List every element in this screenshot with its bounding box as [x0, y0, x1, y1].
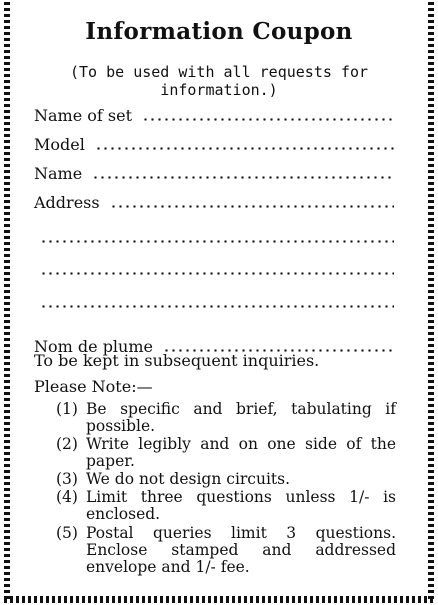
note-number: (5): [56, 524, 78, 542]
dotted-line: [95, 147, 394, 150]
address-field[interactable]: [34, 193, 394, 213]
note-number: (3): [56, 470, 78, 488]
left-border: [4, 2, 10, 600]
coupon-title: Information Coupon: [85, 18, 353, 45]
kept-note: To be kept in subsequent inquiries.: [34, 351, 320, 370]
model-field[interactable]: [34, 135, 394, 155]
address-line-2[interactable]: [40, 240, 394, 243]
address-line-3[interactable]: [40, 272, 394, 275]
note-3: [56, 471, 396, 488]
nom-de-plume-label: Nom de plume: [34, 337, 153, 356]
note-text: We do not design circuits.: [86, 470, 291, 488]
note-number: (2): [56, 435, 78, 453]
note-text: Write legibly and on one side of the paper.: [86, 435, 396, 470]
note-text: Limit three questions unless 1/- is enclosed.: [86, 488, 396, 523]
please-note-heading: Please Note:—: [34, 377, 153, 396]
name-field[interactable]: [34, 164, 394, 184]
note-number: (1): [56, 400, 78, 418]
dotted-line: [142, 118, 394, 121]
coupon-subtitle: (To be used with all requests for information.): [69, 63, 368, 99]
note-text: Be specific and brief, tabulating if possible.: [86, 400, 396, 435]
right-border: [428, 2, 434, 600]
note-4: [56, 489, 396, 523]
note-5: [56, 525, 396, 576]
name-of-set-label: Name of set: [34, 106, 133, 125]
bottom-border: [4, 596, 434, 603]
dotted-line: [110, 205, 394, 208]
address-line-4[interactable]: [40, 305, 394, 308]
name-label: Name: [34, 164, 83, 183]
note-1: [56, 401, 396, 435]
note-number: (4): [56, 488, 78, 506]
model-label: Model: [34, 135, 85, 154]
note-2: [56, 436, 396, 470]
name-of-set-field[interactable]: [34, 106, 394, 126]
address-label: Address: [34, 193, 100, 212]
dotted-line: [92, 176, 394, 179]
note-text: Postal queries limit 3 questions. Enclose stamped and addressed envelope and 1/- fee.: [86, 524, 396, 576]
